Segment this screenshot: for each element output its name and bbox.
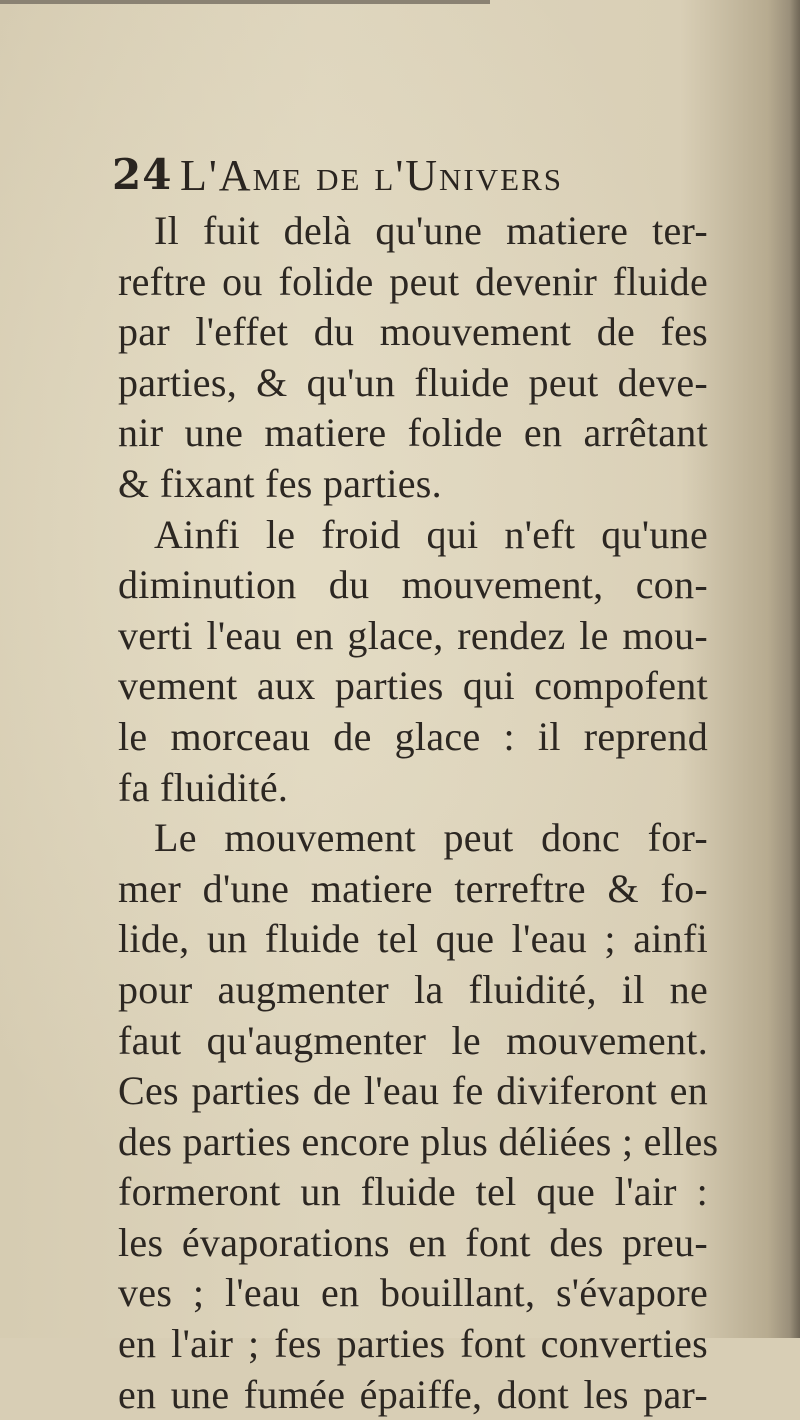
- page-header: [112, 142, 672, 202]
- text-line: mer d'une matiere terreftre & fo-: [118, 865, 708, 911]
- text-line: lide, un fluide tel que l'eau ; ainfi: [118, 916, 708, 962]
- text-line: le morceau de glace : il reprend: [118, 713, 708, 759]
- text-line: Il fuit delà qu'une matiere ter-: [154, 208, 708, 253]
- page-number: 24: [112, 150, 173, 199]
- text-line: fa fluidité.: [118, 764, 289, 810]
- text-line: Ces parties de l'eau fe diviferont en: [118, 1068, 708, 1114]
- page-gutter-shadow: [790, 0, 800, 1338]
- text-line: en l'air ; fes parties font converties: [118, 1321, 708, 1367]
- text-line: diminution du mouvement, con-: [118, 562, 708, 608]
- text-line: les évaporations en font des preu-: [118, 1219, 708, 1265]
- text-line: formeront un fluide tel que l'air :: [118, 1169, 708, 1215]
- text-line: faut qu'augmenter le mouvement.: [118, 1017, 708, 1063]
- text-line: pour augmenter la fluidité, il ne: [118, 966, 708, 1012]
- text-line: par l'effet du mouvement de fes: [118, 309, 708, 355]
- text-line: des parties encore plus déliées ; elles: [118, 1118, 719, 1164]
- text-line: parties, & qu'un fluide peut deve-: [118, 359, 708, 405]
- text-line: & fixant fes parties.: [118, 460, 442, 506]
- text-line: ves ; l'eau en bouillant, s'évapore: [118, 1270, 708, 1316]
- text-line: vement aux parties qui compofent: [118, 663, 708, 709]
- text-line: nir une matiere folide en arrêtant: [118, 410, 708, 456]
- text-line: en une fumée épaiffe, dont les par-: [118, 1371, 708, 1417]
- text-line: verti l'eau en glace, rendez le mou-: [118, 612, 708, 658]
- body-text: [118, 206, 719, 1420]
- page-top-edge: [0, 0, 490, 4]
- text-line: Le mouvement peut donc for-: [154, 815, 708, 861]
- text-line: reftre ou folide peut devenir fluide: [118, 258, 708, 304]
- text-line: Ainfi le froid qui n'eft qu'une: [154, 511, 708, 557]
- running-title: L'Ame de l'Univers: [180, 151, 563, 200]
